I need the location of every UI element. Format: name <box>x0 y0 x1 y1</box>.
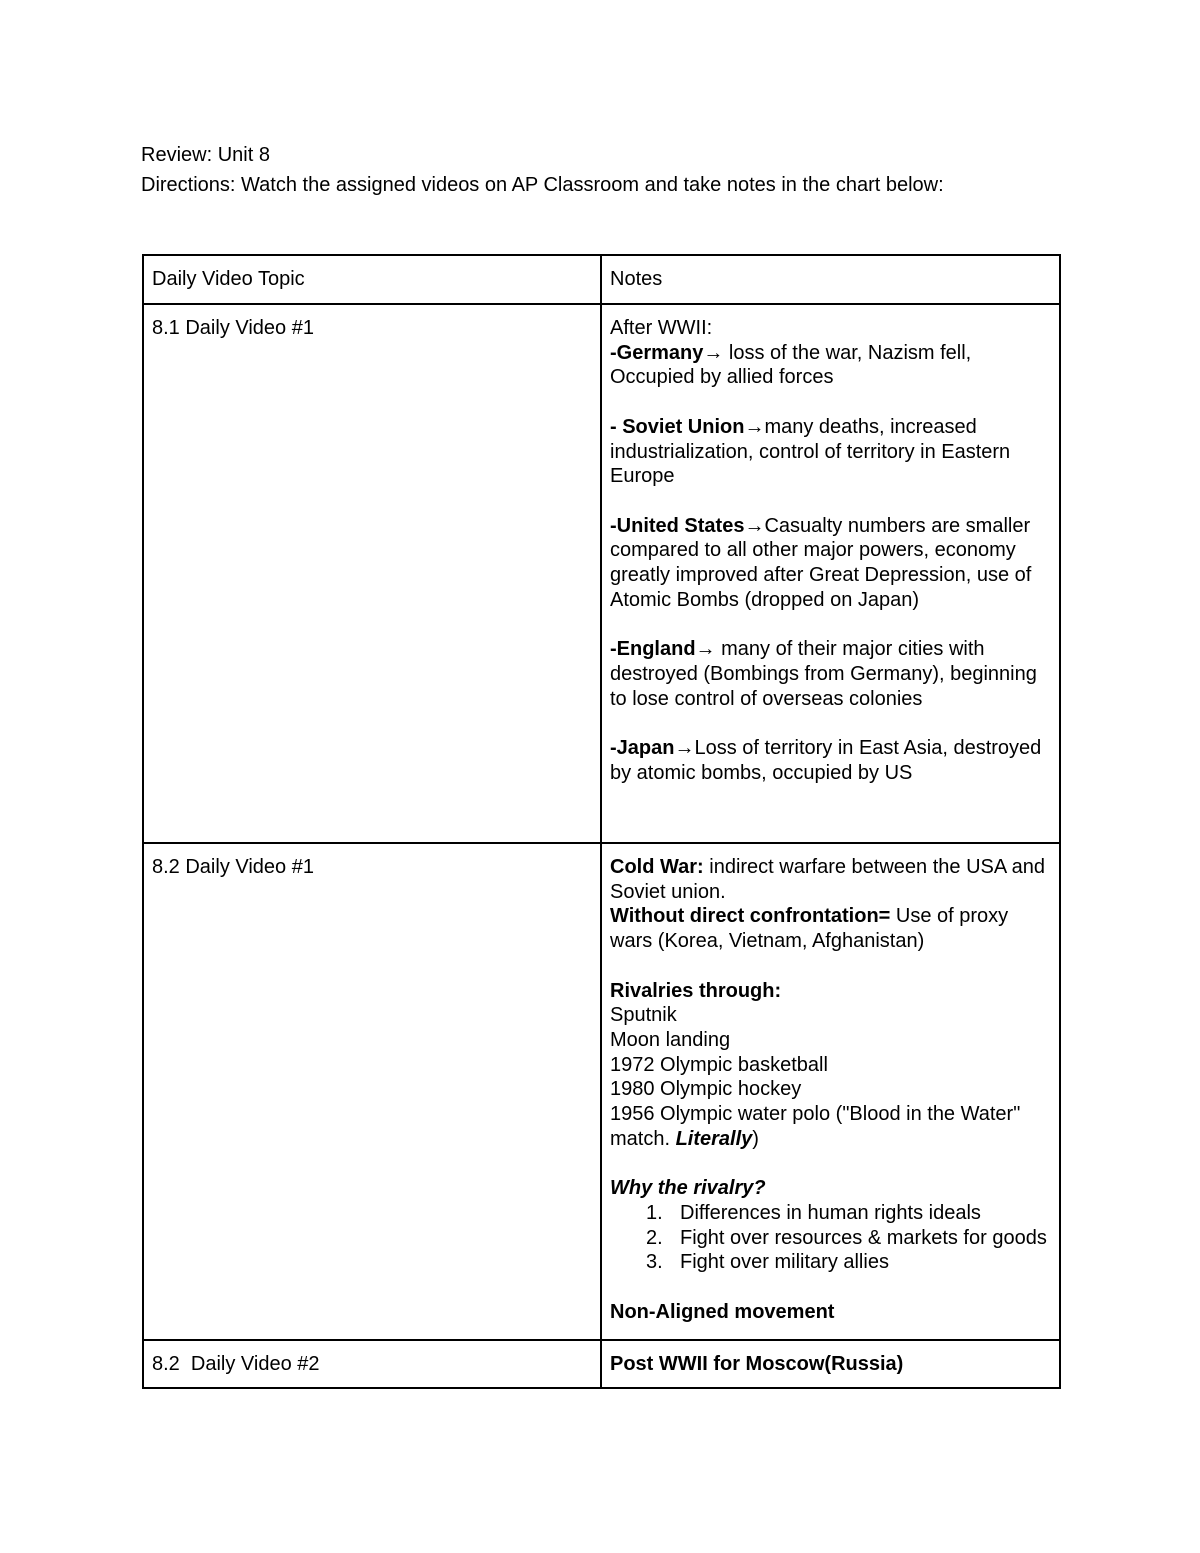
entry-text: loss of the war, Nazism fell, Occupied by allied forces <box>610 341 972 389</box>
arrow-icon: → <box>695 638 716 661</box>
rivalry-item: 1980 Olympic hockey <box>610 1078 802 1101</box>
without-label: Without direct confrontation= <box>610 905 891 928</box>
rivalry-item: Moon landing <box>610 1028 731 1051</box>
list-item <box>610 1226 1051 1251</box>
topic-cell: 8.2 Daily Video #2 <box>143 1340 601 1388</box>
water-polo-emphasis: Literally <box>675 1127 753 1150</box>
entry-name: -England <box>610 638 696 661</box>
entry-text: many of their major cities with destroyed (Bombings from Germany), beginning to lose control of overseas colonies <box>610 638 1037 710</box>
notes-intro: After WWII: <box>610 317 713 339</box>
table-row <box>143 843 1060 1340</box>
arrow-icon: → <box>744 514 765 537</box>
note-entry-soviet-union <box>610 415 1051 489</box>
list-number: 1. <box>646 1201 663 1224</box>
rivalry-item: 1972 Olympic basketball <box>610 1053 828 1076</box>
document-title: Review: Unit 8 <box>141 144 270 166</box>
list-text: Fight over resources & markets for goods <box>680 1226 1047 1249</box>
rivalry-item: Sputnik <box>610 1004 677 1027</box>
header-cell-notes: Notes <box>601 255 1060 304</box>
proxy-wars-note <box>610 904 1051 953</box>
entry-text: many deaths, increased industrialization, control of territory in Eastern Europe <box>610 415 1011 488</box>
note-entry-united-states <box>610 514 1051 613</box>
document-header <box>141 140 1061 200</box>
entry-name: -Japan <box>610 736 675 759</box>
list-item <box>610 1201 1051 1226</box>
notes-cell: Post WWII for Moscow(Russia) <box>601 1340 1060 1388</box>
header-cell-topic: Daily Video Topic <box>143 255 601 304</box>
rivalry-item-water-polo <box>610 1102 1051 1151</box>
water-polo-text: 1956 Olympic water polo ("Blood in the Water" match. <box>610 1103 1021 1150</box>
list-number: 2. <box>646 1226 663 1249</box>
arrow-icon: → <box>703 341 724 364</box>
list-item <box>610 1250 1051 1275</box>
table-row <box>143 304 1060 843</box>
entry-text: Loss of territory in East Asia, destroyed by atomic bombs, occupied by US <box>610 736 1042 784</box>
topic-cell: 8.1 Daily Video #1 <box>143 304 601 843</box>
rivalries-label: Rivalries through: <box>610 979 782 1002</box>
topic-cell: 8.2 Daily Video #1 <box>143 843 601 1340</box>
list-text: Fight over military allies <box>680 1251 889 1274</box>
entry-text: Casualty numbers are smaller compared to all other major powers, economy greatly improved after Great Depression, use of Atomic Bombs (dropped on Japan) <box>610 514 1032 611</box>
notes-table <box>142 254 1061 1389</box>
entry-name: -United States <box>610 514 745 537</box>
without-text: Use of proxy wars (Korea, Vietnam, Afghanistan) <box>610 905 1009 953</box>
cold-war-definition <box>610 855 1051 904</box>
notes-cell <box>601 304 1060 843</box>
arrow-icon: → <box>674 736 695 759</box>
table-row <box>143 1340 1060 1388</box>
note-entry-england <box>610 637 1051 711</box>
list-text: Differences in human rights ideals <box>680 1201 981 1224</box>
reasons-list <box>610 1201 1051 1275</box>
table-header-row <box>143 255 1060 304</box>
cold-war-text: indirect warfare between the USA and Soviet union. <box>610 856 1046 903</box>
entry-name: - Soviet Union <box>610 415 745 438</box>
list-number: 3. <box>646 1251 663 1274</box>
note-entry-germany <box>610 341 1051 390</box>
arrow-icon: → <box>744 415 765 438</box>
water-polo-end: ) <box>752 1127 759 1150</box>
why-rivalry-label: Why the rivalry? <box>610 1177 766 1200</box>
entry-name: -Germany <box>610 341 704 364</box>
directions-text: Directions: Watch the assigned videos on AP Classroom and take notes in the chart below: <box>141 174 944 196</box>
cold-war-label: Cold War: <box>610 856 704 878</box>
note-entry-japan <box>610 736 1051 785</box>
non-aligned-label: Non-Aligned movement <box>610 1300 835 1323</box>
notes-cell <box>601 843 1060 1340</box>
